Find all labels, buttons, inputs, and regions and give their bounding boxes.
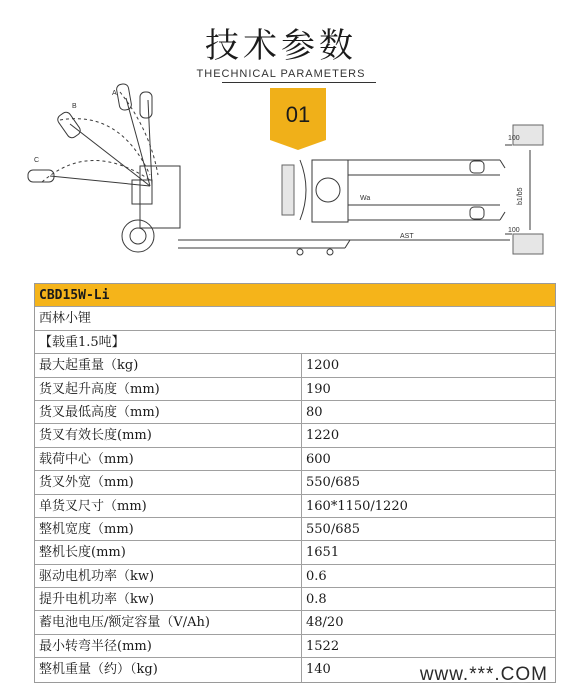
spec-value: 0.6 <box>306 568 327 584</box>
spec-label: 货叉起升高度（mm) <box>35 378 302 400</box>
spec-value: 1220 <box>306 428 340 444</box>
side-label-c: C <box>34 157 40 164</box>
table-row <box>35 401 555 424</box>
spec-value: 80 <box>306 404 323 420</box>
table-row <box>35 471 555 494</box>
spec-label: 载荷中心（mm) <box>35 448 302 470</box>
table-row <box>35 354 555 377</box>
dim-label-top: 100 <box>508 135 520 142</box>
spec-label: 提升电机功率（kw) <box>35 588 302 610</box>
table-row <box>35 611 555 634</box>
page-subtitle: THECHNICAL PARAMETERS <box>196 68 366 80</box>
page-title: 技术参数 <box>205 26 357 66</box>
table-row <box>35 541 555 564</box>
spec-value: 48/20 <box>306 615 344 631</box>
spec-label: 整机重量（约）（kg) <box>35 658 302 681</box>
spec-value: 1651 <box>306 545 340 561</box>
spec-label: 蓄电池电压/额定容量（V/Ah) <box>35 611 302 633</box>
spec-value: 0.8 <box>306 592 327 608</box>
brand-name: 西林小锂 <box>39 311 92 327</box>
table-row <box>35 518 555 541</box>
spec-value: 140 <box>306 662 331 678</box>
model-row <box>35 284 555 307</box>
spec-value: 550/685 <box>306 521 361 537</box>
dim-label-ast: AST <box>400 233 414 240</box>
spec-label: 整机长度(mm) <box>35 541 302 563</box>
spec-value: 550/685 <box>306 475 361 491</box>
side-label-a: A <box>112 90 117 97</box>
handle-positions-drawing <box>28 83 158 186</box>
model-name: CBD15W-Li <box>39 288 110 303</box>
spec-label: 单货叉尺寸（mm) <box>35 495 302 517</box>
table-row <box>35 424 555 447</box>
table-row <box>35 378 555 401</box>
spec-label: 驱动电机功率（kw) <box>35 565 302 587</box>
brand-row <box>35 307 555 330</box>
spec-value: 1522 <box>306 638 340 654</box>
spec-value: 160*1150/1220 <box>306 498 408 514</box>
watermark: www.***.COM <box>419 664 548 685</box>
dim-label-width: b1/b5 <box>517 187 524 205</box>
table-row <box>35 635 555 658</box>
load-title: 【载重1.5吨】 <box>39 334 125 350</box>
spec-label: 整机宽度（mm) <box>35 518 302 540</box>
table-row <box>35 588 555 611</box>
section-badge: 01 <box>270 88 326 140</box>
spec-table <box>34 283 556 683</box>
spec-value: 1200 <box>306 358 340 374</box>
spec-label: 货叉最低高度（mm) <box>35 401 302 423</box>
table-row <box>35 565 555 588</box>
spec-label: 最小转弯半径(mm) <box>35 635 302 657</box>
spec-label: 货叉有效长度(mm) <box>35 424 302 446</box>
table-row <box>35 495 555 518</box>
technical-drawing <box>0 70 562 270</box>
dim-label-bottom: 100 <box>508 227 520 234</box>
spec-value: 600 <box>306 451 331 467</box>
spec-label: 货叉外宽（mm) <box>35 471 302 493</box>
spec-label: 最大起重量（kg) <box>35 354 302 376</box>
side-label-b: B <box>72 103 77 110</box>
load-row <box>35 331 555 354</box>
spec-value: 190 <box>306 381 331 397</box>
table-row <box>35 448 555 471</box>
chassis-drawing <box>122 166 350 255</box>
dim-label-wa: Wa <box>360 195 371 202</box>
